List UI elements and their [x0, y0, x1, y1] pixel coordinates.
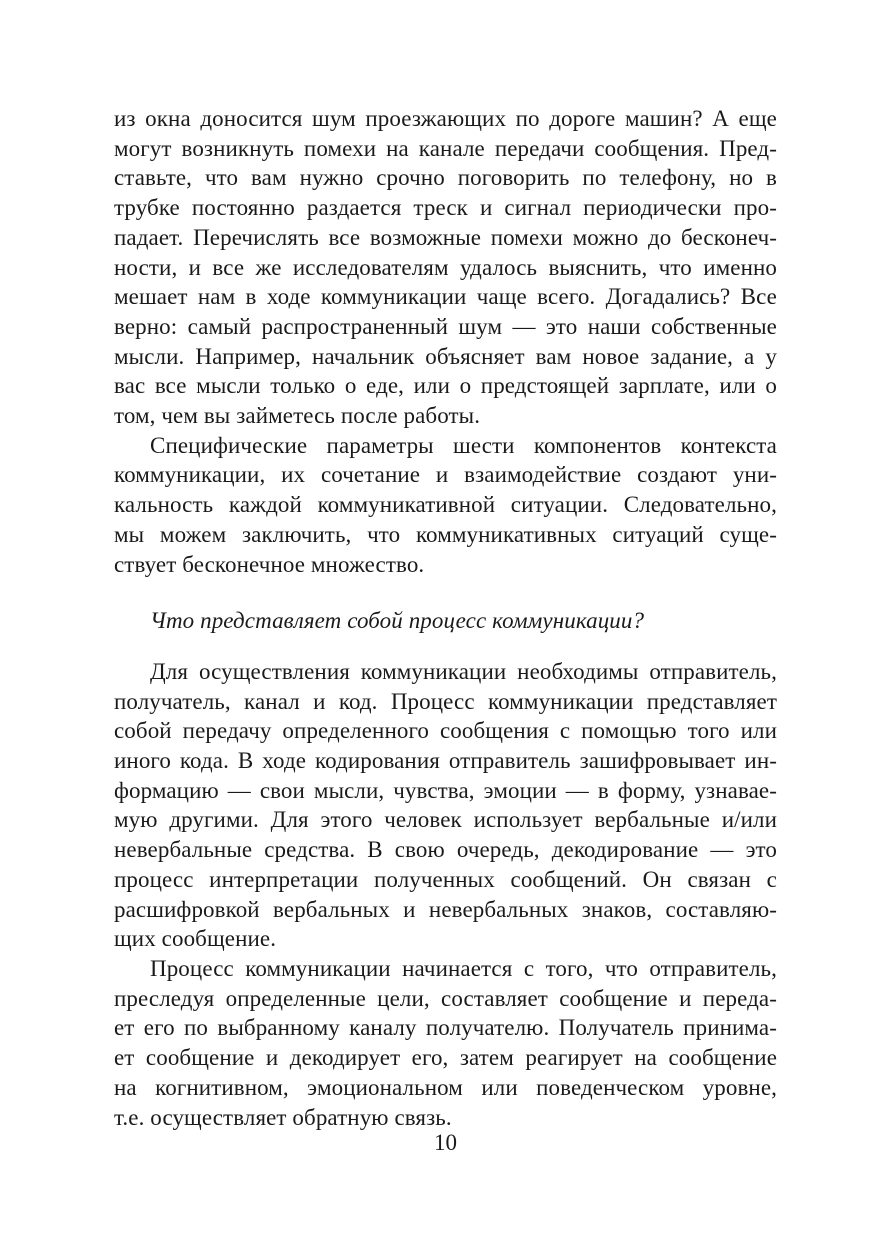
text-line: на когнитивном, эмоциональном или поведенческом уровне, — [114, 1074, 777, 1100]
paragraph — [114, 104, 777, 431]
text-block — [114, 104, 777, 1132]
text-line: ставьте, что вам нужно срочно поговорить по телефону, но в — [114, 165, 777, 191]
text-line: мешает нам в ходе коммуникации чаще всего. Догадались? Все — [114, 284, 777, 310]
paragraph — [114, 954, 777, 1132]
text-line: получатель, канал и код. Процесс коммуникации представляет — [114, 688, 777, 714]
text-line: трубке постоянно раздается треск и сигнал периодически про- — [114, 195, 777, 221]
text-line: ет его по выбранному каналу получателю. Получатель принима- — [114, 1015, 777, 1041]
text-line: кальность каждой коммуникативной ситуации. Следовательно, — [114, 492, 777, 518]
text-line: формацию — свои мысли, чувства, эмоции — в форму, узнавае- — [114, 777, 777, 803]
text-line: Процесс коммуникации начинается с того, что отправитель, — [150, 955, 777, 981]
paragraph — [114, 431, 777, 580]
text-line: ет сообщение и декодирует его, затем реагирует на сообщение — [114, 1045, 777, 1071]
text-line: собой передачу определенного сообщения с помощью того или — [114, 718, 777, 744]
text-line: ствует бесконечное множество. — [114, 551, 425, 577]
text-line: расшифровкой вербальных и невербальных знаков, составляю- — [114, 896, 777, 922]
text-line: падает. Перечислять все возможные помехи можно до бесконеч- — [114, 224, 777, 250]
page-number: 10 — [434, 1130, 457, 1155]
text-line: иного кода. В ходе кодирования отправитель зашифровывает ин- — [114, 748, 777, 774]
text-line: мы можем заключить, что коммуникативных ситуаций суще- — [114, 521, 777, 547]
text-line: том, чем вы займетесь после работы. — [114, 403, 481, 429]
text-line: мую другими. Для этого человек использует вербальные и/или — [114, 807, 777, 833]
text-line: вас все мысли только о еде, или о предстоящей зарплате, или о — [114, 373, 777, 399]
text-line: Специфические параметры шести компонентов контекста — [150, 432, 777, 458]
text-line: коммуникации, их сочетание и взаимодействие создают уни- — [114, 462, 777, 488]
section-heading — [114, 606, 777, 636]
text-line: процесс интерпретации полученных сообщений. Он связан с — [114, 866, 777, 892]
text-line: Что представляет собой процесс коммуникации? — [150, 608, 645, 634]
text-line: ности, и все же исследователям удалось выяснить, что именно — [114, 254, 777, 280]
text-line: Для осуществления коммуникации необходимы отправитель, — [150, 658, 777, 684]
text-line: преследуя определенные цели, составляет сообщение и переда- — [114, 985, 777, 1011]
text-line: из окна доносится шум проезжающих по дороге машин? А еще — [114, 106, 777, 131]
text-line: могут возникнуть помехи на канале передачи сообщения. Пред- — [114, 135, 777, 161]
text-line: щих сообщение. — [114, 926, 277, 952]
text-line: мысли. Например, начальник объясняет вам новое задание, а у — [114, 343, 777, 369]
text-line: невербальные средства. В свою очередь, декодирование — это — [114, 837, 777, 863]
text-line: т.е. осуществляет обратную связь. — [114, 1104, 452, 1130]
paragraph — [114, 657, 777, 954]
text-line: верно: самый распространенный шум — это наши собственные — [114, 313, 777, 339]
